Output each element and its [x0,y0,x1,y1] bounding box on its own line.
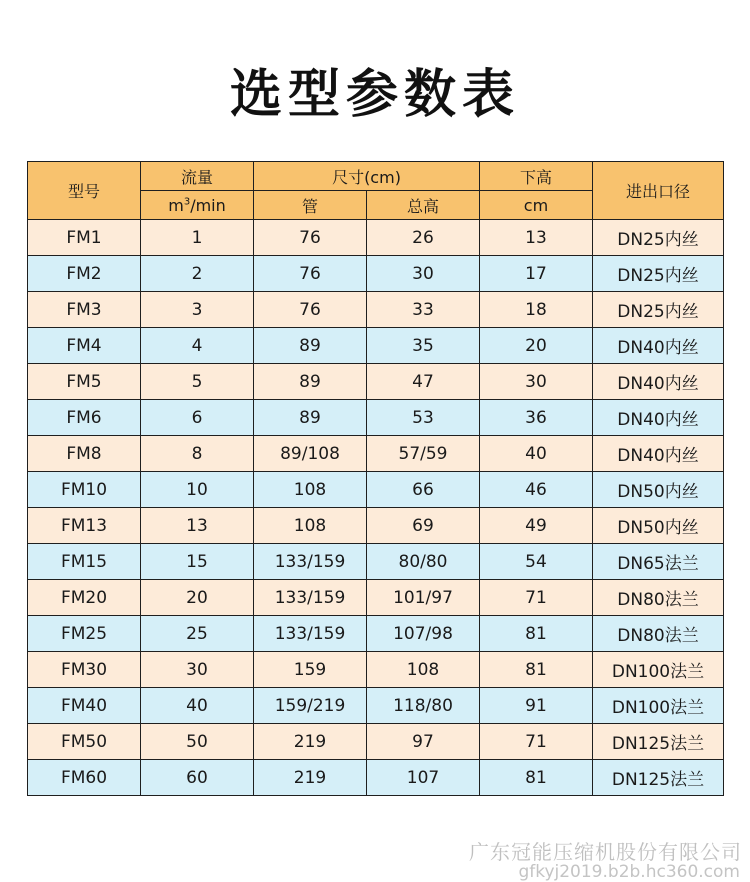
cell-lower-height: 71 [480,580,593,616]
cell-lower-height: 81 [480,760,593,796]
cell-flow: 40 [141,688,254,724]
table-row [28,292,724,328]
cell-flow: 4 [141,328,254,364]
cell-model: FM10 [28,472,141,508]
table-row [28,652,724,688]
cell-port: DN40内丝 [593,436,724,472]
cell-pipe: 219 [254,760,367,796]
header-flow: 流量 [141,162,254,191]
cell-model: FM40 [28,688,141,724]
spec-table [27,161,724,796]
cell-model: FM2 [28,256,141,292]
table-row [28,400,724,436]
table-row [28,724,724,760]
cell-total-height: 57/59 [367,436,480,472]
table-row [28,580,724,616]
cell-total-height: 69 [367,508,480,544]
cell-lower-height: 81 [480,616,593,652]
cell-model: FM25 [28,616,141,652]
cell-flow: 30 [141,652,254,688]
cell-flow: 2 [141,256,254,292]
table-row [28,364,724,400]
cell-lower-height: 49 [480,508,593,544]
flow-unit-rest: /min [190,195,226,215]
cell-lower-height: 71 [480,724,593,760]
header-lower-height-unit: cm [480,191,593,220]
cell-lower-height: 36 [480,400,593,436]
cell-port: DN125法兰 [593,724,724,760]
cell-model: FM15 [28,544,141,580]
cell-pipe: 159 [254,652,367,688]
cell-flow: 5 [141,364,254,400]
table-row [28,472,724,508]
cell-flow: 25 [141,616,254,652]
cell-pipe: 89/108 [254,436,367,472]
cell-total-height: 47 [367,364,480,400]
cell-total-height: 101/97 [367,580,480,616]
cell-port: DN100法兰 [593,652,724,688]
cell-lower-height: 81 [480,652,593,688]
table-row [28,436,724,472]
cell-flow: 15 [141,544,254,580]
cell-flow: 6 [141,400,254,436]
watermark-site: gfkyj2019.b2b.hc360.com [518,862,740,882]
cell-flow: 60 [141,760,254,796]
cell-pipe: 89 [254,364,367,400]
cell-port: DN40内丝 [593,328,724,364]
cell-pipe: 89 [254,328,367,364]
header-port: 进出口径 [593,162,724,220]
header-size: 尺寸(cm) [254,162,480,191]
cell-pipe: 76 [254,256,367,292]
table-row [28,616,724,652]
header-model: 型号 [28,162,141,220]
table-row [28,220,724,256]
cell-lower-height: 20 [480,328,593,364]
table-row [28,508,724,544]
cell-lower-height: 91 [480,688,593,724]
cell-port: DN40内丝 [593,364,724,400]
cell-total-height: 53 [367,400,480,436]
cell-flow: 3 [141,292,254,328]
cell-pipe: 76 [254,292,367,328]
cell-flow: 10 [141,472,254,508]
cell-pipe: 89 [254,400,367,436]
cell-flow: 1 [141,220,254,256]
page-title: 选型参数表 [229,65,520,125]
cell-model: FM4 [28,328,141,364]
cell-port: DN100法兰 [593,688,724,724]
cell-flow: 50 [141,724,254,760]
cell-port: DN80法兰 [593,616,724,652]
cell-port: DN80法兰 [593,580,724,616]
cell-total-height: 108 [367,652,480,688]
flow-unit-base: m [168,195,184,215]
cell-port: DN125法兰 [593,760,724,796]
cell-total-height: 30 [367,256,480,292]
cell-model: FM1 [28,220,141,256]
cell-pipe: 219 [254,724,367,760]
cell-port: DN50内丝 [593,472,724,508]
table-row [28,544,724,580]
cell-pipe: 133/159 [254,544,367,580]
flow-unit-sup: 3 [183,196,191,208]
cell-total-height: 66 [367,472,480,508]
cell-total-height: 118/80 [367,688,480,724]
cell-port: DN25内丝 [593,220,724,256]
cell-lower-height: 13 [480,220,593,256]
cell-pipe: 108 [254,508,367,544]
cell-model: FM50 [28,724,141,760]
cell-pipe: 133/159 [254,580,367,616]
cell-model: FM8 [28,436,141,472]
table-header-row [28,162,724,191]
cell-pipe: 108 [254,472,367,508]
cell-flow: 13 [141,508,254,544]
header-lower-height: 下高 [480,162,593,191]
cell-lower-height: 17 [480,256,593,292]
cell-total-height: 80/80 [367,544,480,580]
cell-model: FM6 [28,400,141,436]
cell-port: DN50内丝 [593,508,724,544]
cell-lower-height: 54 [480,544,593,580]
header-flow-unit [141,191,254,220]
cell-pipe: 133/159 [254,616,367,652]
cell-total-height: 26 [367,220,480,256]
table-row [28,760,724,796]
cell-total-height: 33 [367,292,480,328]
cell-lower-height: 40 [480,436,593,472]
cell-model: FM30 [28,652,141,688]
table-row [28,688,724,724]
cell-port: DN65法兰 [593,544,724,580]
cell-port: DN25内丝 [593,292,724,328]
cell-port: DN40内丝 [593,400,724,436]
cell-lower-height: 30 [480,364,593,400]
header-size-pipe: 管 [254,191,367,220]
cell-model: FM13 [28,508,141,544]
cell-pipe: 76 [254,220,367,256]
cell-total-height: 107/98 [367,616,480,652]
table-row [28,256,724,292]
cell-total-height: 97 [367,724,480,760]
header-size-total-height: 总高 [367,191,480,220]
cell-port: DN25内丝 [593,256,724,292]
table-row [28,328,724,364]
cell-model: FM20 [28,580,141,616]
cell-model: FM5 [28,364,141,400]
watermark-company: 广东冠能压缩机股份有限公司 [469,840,742,864]
cell-model: FM60 [28,760,141,796]
cell-flow: 20 [141,580,254,616]
cell-total-height: 35 [367,328,480,364]
cell-flow: 8 [141,436,254,472]
cell-lower-height: 18 [480,292,593,328]
cell-lower-height: 46 [480,472,593,508]
cell-total-height: 107 [367,760,480,796]
cell-pipe: 159/219 [254,688,367,724]
cell-model: FM3 [28,292,141,328]
